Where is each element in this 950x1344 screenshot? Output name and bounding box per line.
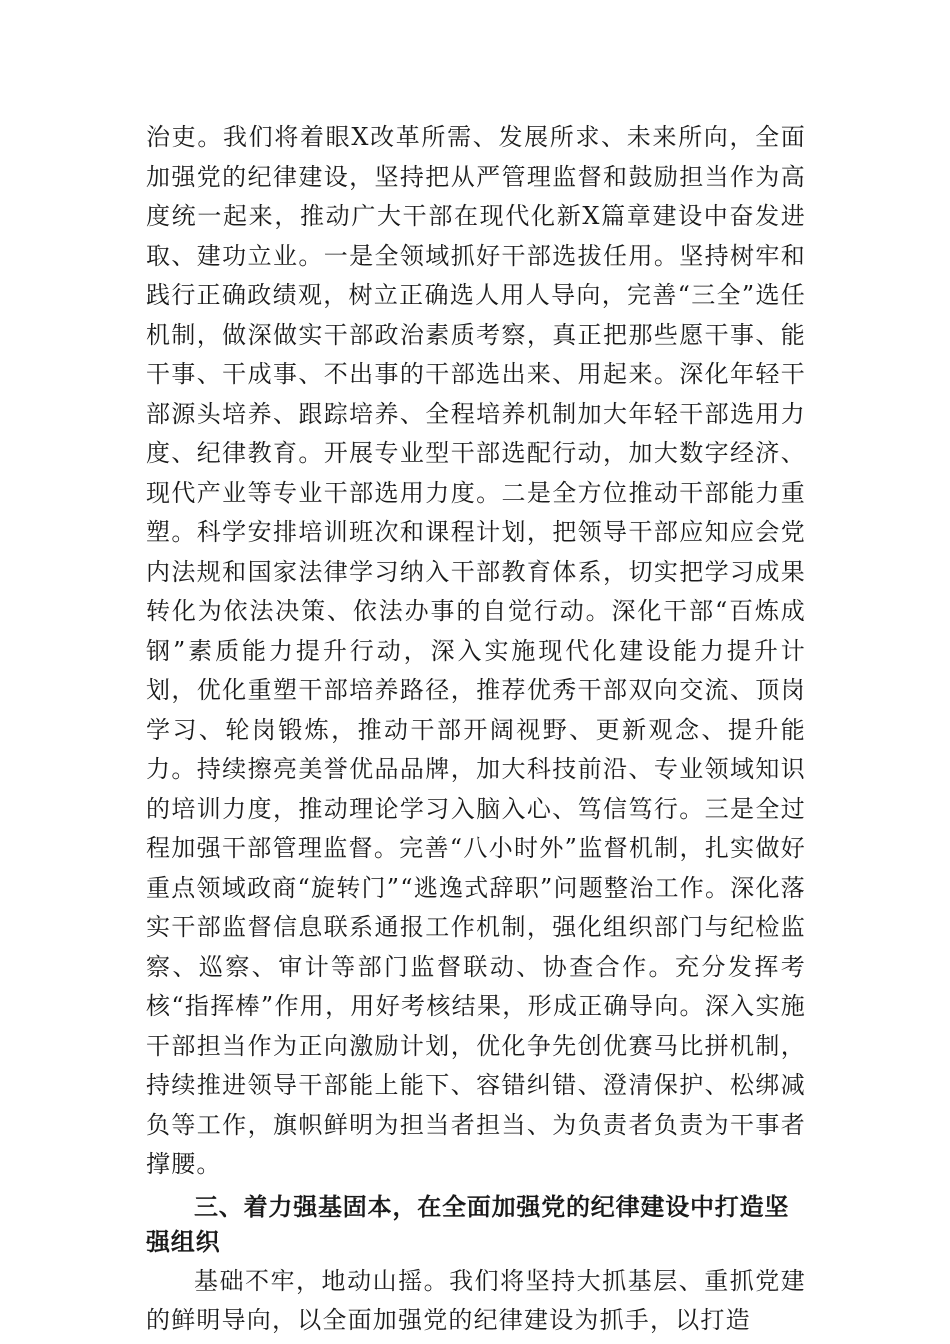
- body-paragraph: 基础不牢，地动山摇。我们将坚持大抓基层、重抓党建的鲜明导向，以全面加强党的纪律建设为抓手，以打造: [146, 1266, 806, 1334]
- body-paragraph: 治吏。我们将着眼X改革所需、发展所求、未来所向，全面加强党的纪律建设，坚持把从严管理监督和鼓励担当作为高度统一起来，推动广大干部在现代化新X篇章建设中奋发进取、建功立业。一是全领域抓好干部选拔任用。坚持树牢和践行正确政绩观，树立正确选人用人导向，完善“三全”选任机制，做深做实干部政治素质考察，真正把那些愿干事、能干事、干成事、不出事的干部选出来、用起来。深化年轻干部源头培养、跟踪培养、全程培养机制加大年轻干部选用力度、纪律教育。开展专业型干部选配行动，加大数字经济、现代产业等专业干部选用力度。二是全方位推动干部能力重塑。科学安排培训班次和课程计划，把领导干部应知应会党内法规和国家法律学习纳入干部教育体系，切实把学习成果转化为依法决策、依法办事的自觉行动。深化干部“百炼成钢”素质能力提升行动，深入实施现代化建设能力提升计划，优化重塑干部培养路径，推荐优秀干部双向交流、顶岗学习、轮岗锻炼，推动干部开阔视野、更新观念、提升能力。持续擦亮美誉优品品牌，加大科技前沿、专业领域知识的培训力度，推动理论学习入脑入心、笃信笃行。三是全过程加强干部管理监督。完善“八小时外”监督机制，扎实做好重点领域政商“旋转门”“逃逸式辞职”问题整治工作。深化落实干部监督信息联系通报工作机制，强化组织部门与纪检监察、巡察、审计等部门监督联动、协查合作。充分发挥考核“指挥棒”作用，用好考核结果，形成正确导向。深入实施干部担当作为正向激励计划，优化争先创优赛马比拼机制，持续推进领导干部能上能下、容错纠错、澄清保护、松绑减负等工作，旗帜鲜明为担当者担当、为负责者负责为干事者撑腰。: [146, 123, 806, 1178]
- section-heading: 三、着力强基固本，在全面加强党的纪律建设中打造坚强组织: [146, 1192, 790, 1256]
- document-page: [146, 118, 806, 1341]
